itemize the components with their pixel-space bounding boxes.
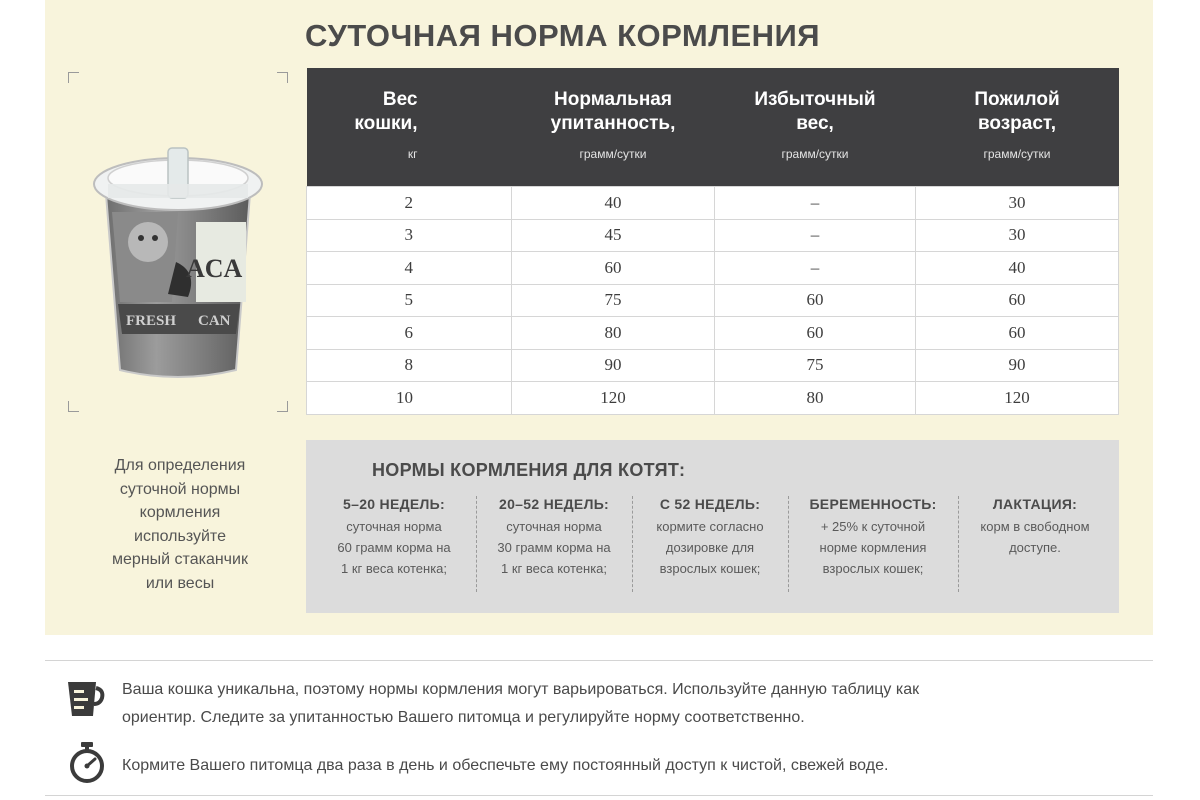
table-cell: 60 <box>715 317 916 350</box>
frame-corner <box>277 401 288 412</box>
table-cell: 60 <box>715 284 916 317</box>
text-line: 60 грамм корма на <box>337 540 451 555</box>
kitten-column <box>478 496 630 594</box>
frame-corner <box>68 72 79 83</box>
kitten-column-header: С 52 НЕДЕЛЬ: <box>659 496 761 512</box>
stopwatch-icon <box>66 740 108 784</box>
header-line: Вес <box>382 89 418 110</box>
kitten-column-text <box>634 516 786 579</box>
table-row <box>307 317 1119 350</box>
table-cell: 30 <box>916 187 1119 220</box>
text-line: дозировке для <box>665 540 755 555</box>
text-line: норме кормления <box>819 540 927 555</box>
table-cell: 60 <box>512 252 715 285</box>
table-cell: 120 <box>916 382 1119 415</box>
table-cell: 60 <box>916 284 1119 317</box>
hint-line: Для определения <box>114 457 246 474</box>
table-cell: 8 <box>307 349 512 382</box>
table-cell: – <box>715 187 916 220</box>
feeding-table <box>306 68 1119 415</box>
kitten-column-header: 20–52 НЕДЕЛЬ: <box>498 496 610 512</box>
header-line: Нормальная <box>554 89 672 110</box>
text-line: корм в свободном <box>980 519 1090 534</box>
header-unit: грамм/сутки <box>579 147 647 161</box>
header-line: упитанность, <box>550 113 676 134</box>
note-line: ориентир. Следите за упитанностью Вашего питомца и регулируйте норму соответственно. <box>122 709 805 726</box>
text-line: суточная норма <box>506 519 602 534</box>
header-line: кошки, <box>354 113 418 134</box>
divider <box>45 795 1153 796</box>
kitten-column-header: 5–20 НЕДЕЛЬ: <box>343 496 445 512</box>
product-image-frame <box>68 72 288 412</box>
kitten-column-text <box>314 516 474 579</box>
table-cell: 40 <box>512 187 715 220</box>
header-weight <box>307 68 512 187</box>
table-cell: 5 <box>307 284 512 317</box>
kitten-column <box>314 496 474 594</box>
header-unit: грамм/сутки <box>983 147 1051 161</box>
text-line: взрослых кошек; <box>822 561 924 576</box>
text-line: взрослых кошек; <box>659 561 761 576</box>
kitten-column-text <box>478 516 630 579</box>
table-cell: 6 <box>307 317 512 350</box>
table-cell: 45 <box>512 219 715 252</box>
kitten-norms-box <box>306 440 1119 613</box>
header-line: Пожилой <box>974 89 1060 110</box>
table-row <box>307 284 1119 317</box>
kitten-column-text <box>960 516 1110 558</box>
column-divider <box>788 496 789 592</box>
table-cell: 10 <box>307 382 512 415</box>
text-line: + 25% к суточной <box>820 519 926 534</box>
hint-line: мерный стаканчик <box>112 551 248 568</box>
text-line: 1 кг веса котенка; <box>340 561 448 576</box>
text-line: кормите согласно <box>656 519 764 534</box>
text-line: 1 кг веса котенка; <box>500 561 608 576</box>
frame-corner <box>68 401 79 412</box>
header-line: Избыточный <box>754 89 876 110</box>
table-cell: 2 <box>307 187 512 220</box>
table-cell: 30 <box>916 219 1119 252</box>
table-row <box>307 219 1119 252</box>
text-line: доступе. <box>1009 540 1061 555</box>
svg-text:FRESH: FRESH <box>126 313 177 329</box>
table-row <box>307 382 1119 415</box>
frame-corner <box>277 72 288 83</box>
table-row <box>307 252 1119 285</box>
table-cell: 4 <box>307 252 512 285</box>
header-normal <box>512 68 715 187</box>
header-senior <box>916 68 1119 187</box>
header-unit: кг <box>407 147 418 161</box>
kitten-norms-title: НОРМЫ КОРМЛЕНИЯ ДЛЯ КОТЯТ: <box>372 460 686 480</box>
table-row <box>307 187 1119 220</box>
table-header-row <box>307 68 1119 187</box>
text-line: 30 грамм корма на <box>497 540 611 555</box>
divider <box>45 660 1153 661</box>
table-cell: 80 <box>512 317 715 350</box>
note-portion <box>122 676 919 732</box>
page-title: СУТОЧНАЯ НОРМА КОРМЛЕНИЯ <box>305 18 821 53</box>
table-cell: – <box>715 252 916 285</box>
note-line: Кормите Вашего питомца два раза в день и обеспечьте ему постоянный доступ к чистой, свежей воде. <box>122 757 889 774</box>
header-line: возраст, <box>977 113 1057 134</box>
text-line: суточная норма <box>346 519 442 534</box>
measuring-cup-icon <box>62 676 106 720</box>
column-divider <box>476 496 477 592</box>
hint-line: кормления <box>139 504 221 521</box>
note-feeding <box>122 752 888 780</box>
kitten-column-text <box>790 516 956 579</box>
table-row <box>307 349 1119 382</box>
header-overweight <box>715 68 916 187</box>
header-unit: грамм/сутки <box>781 147 849 161</box>
kitten-column <box>960 496 1110 594</box>
column-divider <box>958 496 959 592</box>
kitten-column <box>634 496 786 594</box>
measuring-hint <box>70 454 290 595</box>
table-cell: 90 <box>512 349 715 382</box>
table-cell: 90 <box>916 349 1119 382</box>
svg-text:CAN: CAN <box>198 313 231 329</box>
table-cell: – <box>715 219 916 252</box>
hint-line: суточной нормы <box>119 480 241 498</box>
table-cell: 80 <box>715 382 916 415</box>
kitten-column-header: БЕРЕМЕННОСТЬ: <box>809 496 937 512</box>
table-cell: 60 <box>916 317 1119 350</box>
food-container-image <box>68 72 288 412</box>
table-cell: 75 <box>512 284 715 317</box>
table-cell: 75 <box>715 349 916 382</box>
header-line: вес, <box>796 113 834 134</box>
brand-logo-text: ACA <box>186 254 243 283</box>
column-divider <box>632 496 633 592</box>
table-cell: 3 <box>307 219 512 252</box>
note-line: Ваша кошка уникальна, поэтому нормы кормления могут варьироваться. Используйте данную таблицу как <box>122 681 920 698</box>
table-cell: 120 <box>512 382 715 415</box>
kitten-column-header: ЛАКТАЦИЯ: <box>992 496 1078 512</box>
hint-line: или весы <box>145 574 215 592</box>
hint-line: используйте <box>134 527 226 545</box>
table-cell: 40 <box>916 252 1119 285</box>
kitten-column <box>790 496 956 594</box>
